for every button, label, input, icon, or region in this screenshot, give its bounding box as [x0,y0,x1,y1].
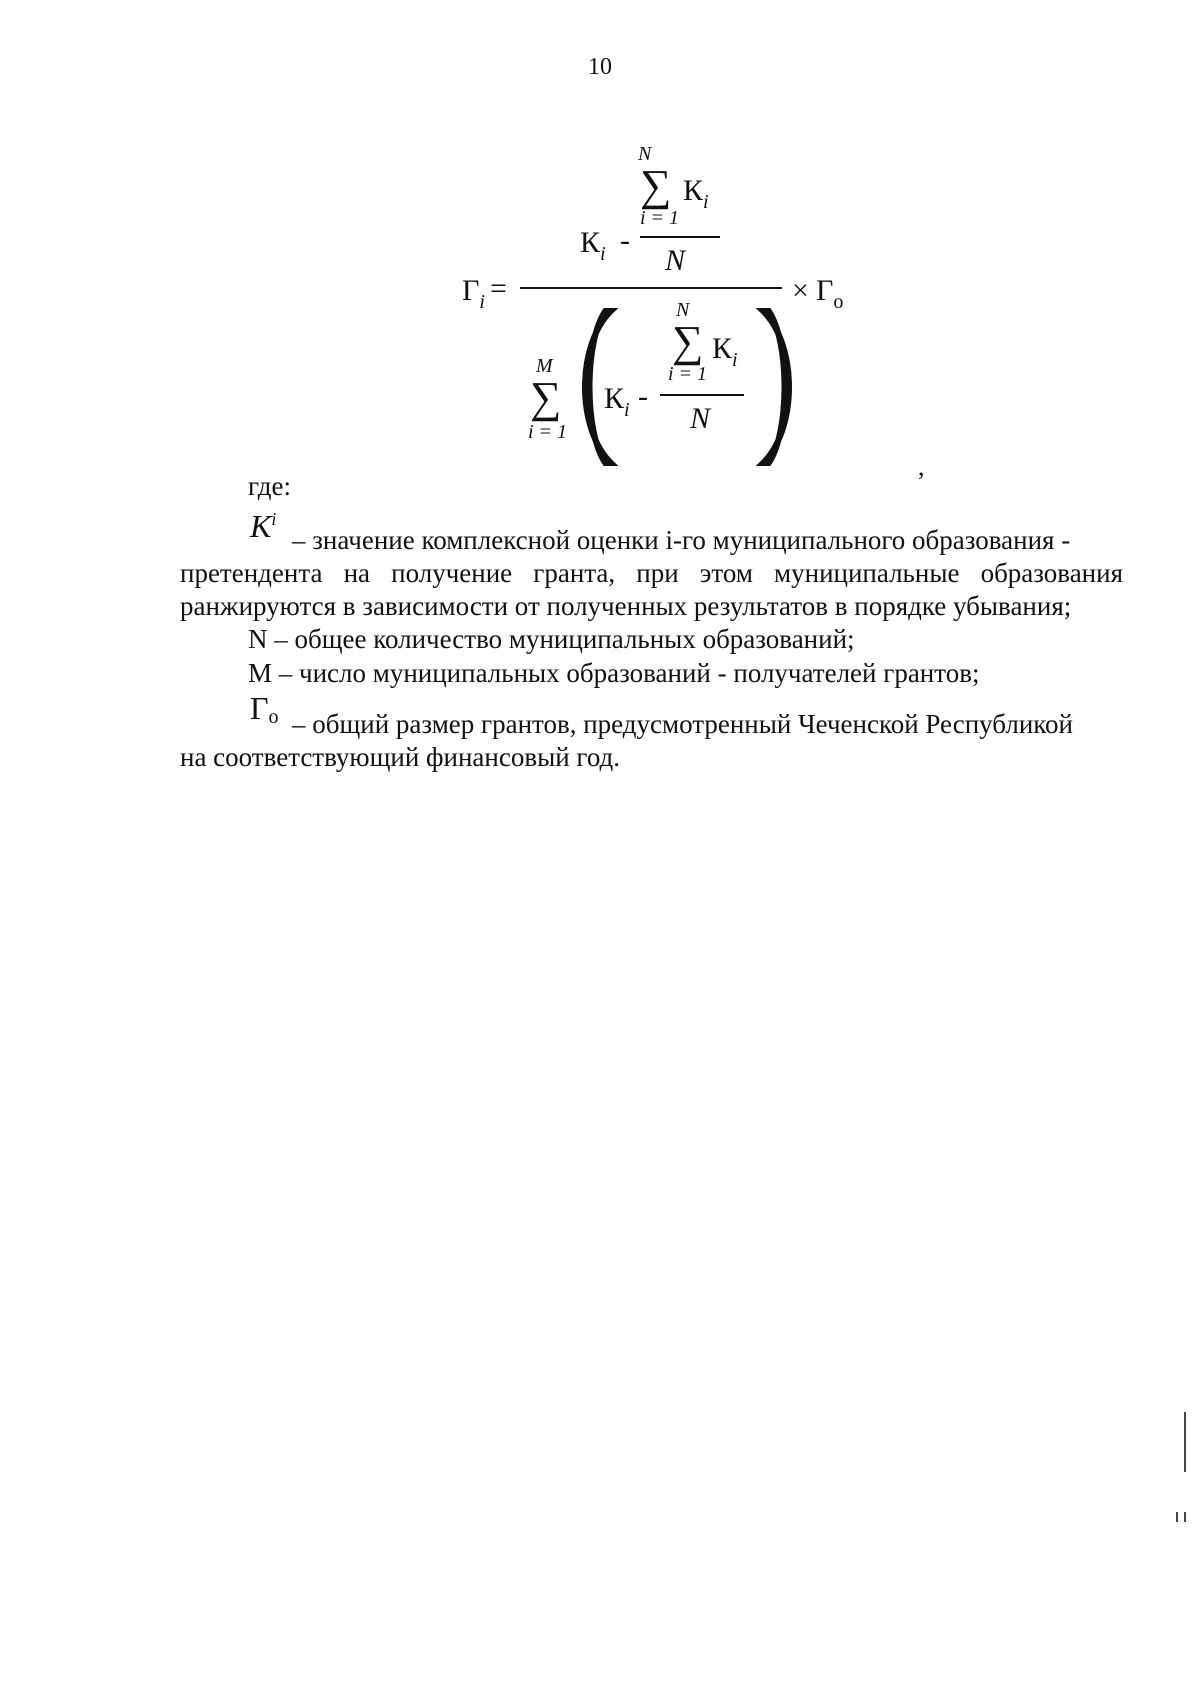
sum-symbol: ∑ [672,317,704,366]
k-symbol: $K^i$ [250,508,277,544]
upper-limit-n: N [676,299,690,321]
denominator-n: N [665,244,686,277]
where-label: где: [248,471,291,501]
k-term: $К_i$ [580,226,606,265]
gamma0-symbol: Го [250,690,279,728]
lower-index: i = 1 [640,207,680,229]
grant-formula [0,0,1200,481]
sum-symbol: ∑ [530,373,562,422]
gamma0-definition-line: – общий размер грантов, предусмотренный Чеченской Республикой [292,709,1073,739]
minus-sign: - [638,380,648,413]
upper-limit-m: M [536,355,553,377]
k-definition-line: – значение комплексной оценки i-го муниципального образования - [292,525,1071,555]
k-term: $К_i$ [604,382,630,421]
right-parenthesis [754,308,802,466]
lower-index: i = 1 [668,363,708,385]
denominator-n: N [690,402,711,435]
times-sign: × [792,274,809,307]
fraction-bar [640,236,720,238]
gamma-i: $\Gamma_i$ [462,274,485,313]
scan-mark [1176,1512,1178,1522]
k-term: $К_i$ [712,332,738,371]
equals-sign: = [490,272,507,305]
page-number: 10 [588,54,612,80]
gamma-0: $\Gamma_о$ [816,274,844,313]
minus-sign: - [620,224,630,257]
k-definition-rest: претендента на получение гранта, при этом муниципальные образования ранжируются в зависимости от полученных результатов в порядке убывания; [180,558,1123,621]
sum-symbol: ∑ [640,161,672,210]
upper-limit-n: N [638,143,652,165]
k-term: $К_i$ [683,174,709,213]
scan-mark [1184,1512,1186,1522]
main-fraction-bar [520,287,782,289]
m-definition: M – число муниципальных образований - получателей грантов; [248,658,980,688]
gamma0-definition-rest: на соответствующий финансовый год. [180,742,621,772]
n-definition: N – общее количество муниципальных образований; [248,624,855,654]
formula-comma: , [918,452,925,481]
fraction-bar [660,394,744,396]
lower-index: i = 1 [528,421,568,443]
scan-mark [1184,1412,1186,1472]
